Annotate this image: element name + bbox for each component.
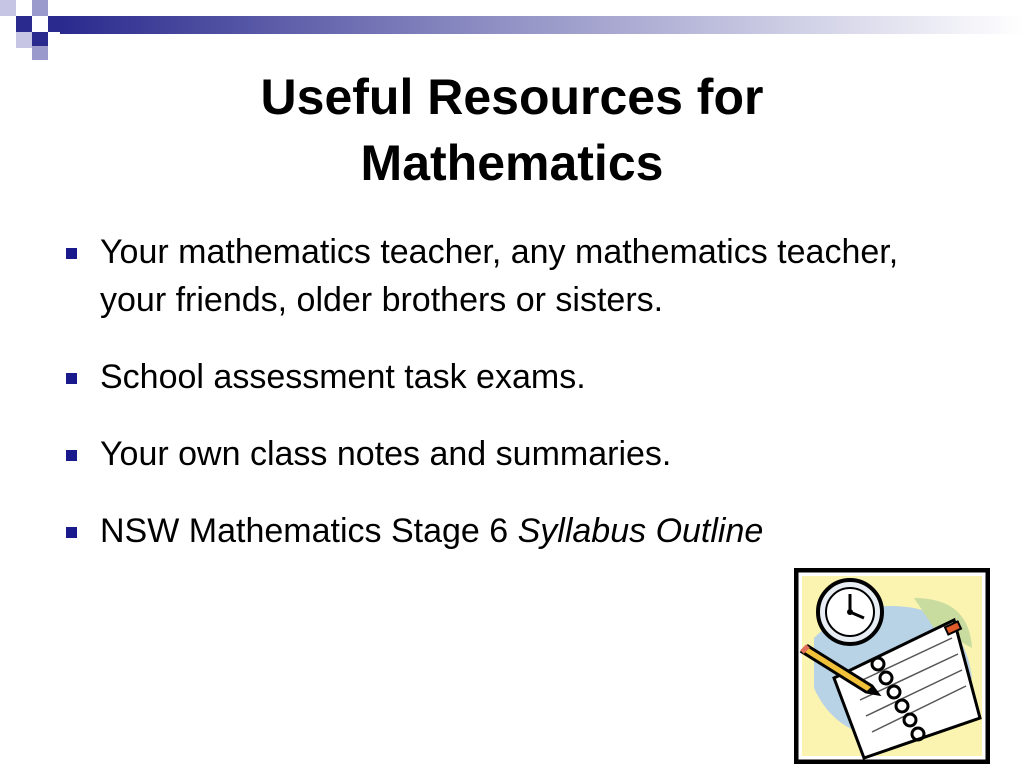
bullet-text: NSW Mathematics Stage 6 <box>100 512 518 550</box>
slide-title: Useful Resources for Mathematics <box>260 69 764 191</box>
clock-notebook-pencil-icon <box>794 568 990 764</box>
square-bullet-icon <box>66 373 77 384</box>
bullet-text: School assessment task exams. <box>100 358 586 396</box>
bullet-list <box>62 228 942 584</box>
bullet-item <box>62 430 942 478</box>
bullet-text-italic: Syllabus Outline <box>517 512 764 550</box>
header-decoration <box>0 0 1024 62</box>
bullet-item <box>62 353 942 401</box>
bullet-text: Your mathematics teacher, any mathematics teacher, your friends, older brothers or sisters. <box>100 233 899 319</box>
bullet-item <box>62 507 942 555</box>
square-bullet-icon <box>66 527 77 538</box>
bullet-item <box>62 228 942 324</box>
bullet-text: Your own class notes and summaries. <box>100 435 672 473</box>
square-bullet-icon <box>66 248 77 259</box>
square-bullet-icon <box>66 450 77 461</box>
